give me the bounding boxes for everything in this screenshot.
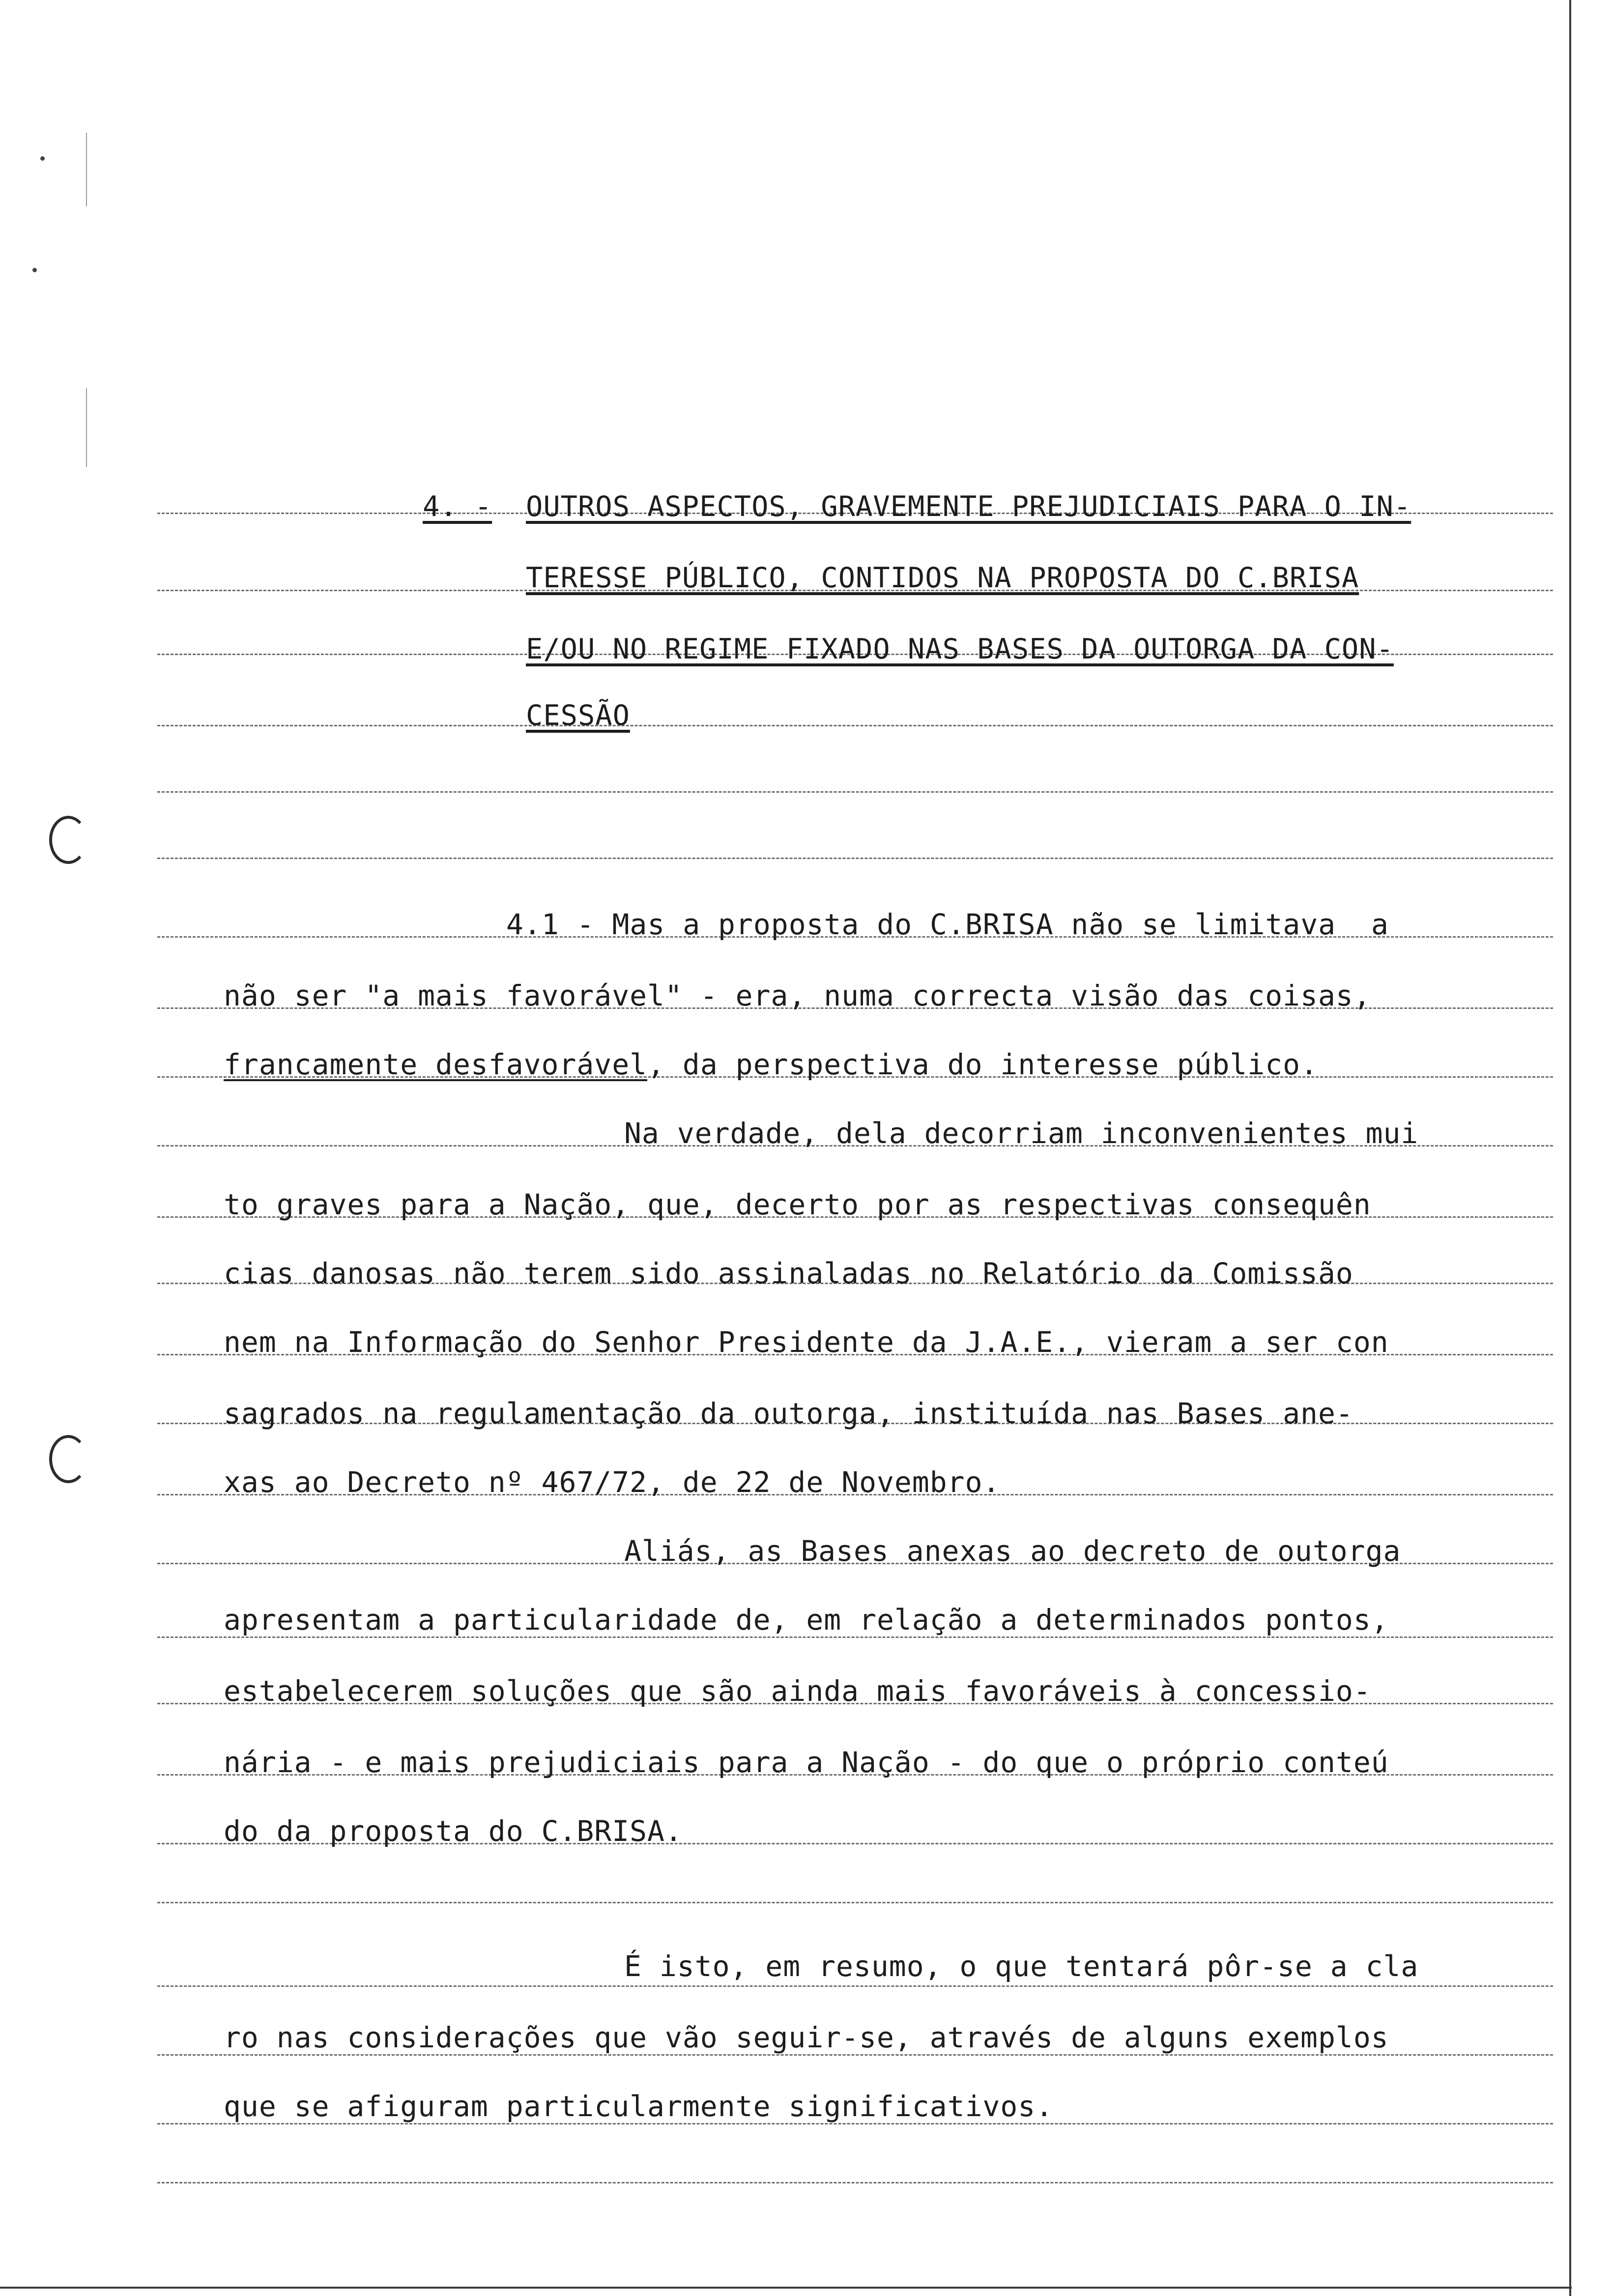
- paragraph-line: ro nas considerações que vão seguir-se, através de alguns exemplos: [224, 2021, 1389, 2054]
- bottom-margin-rule: [0, 2287, 1572, 2289]
- paragraph-line: estabelecerem soluções que são ainda mais favoráveis à concessio-: [224, 1674, 1371, 1708]
- paragraph-line: 4.1 - Mas a proposta do C.BRISA não se limitava a: [506, 908, 1389, 941]
- paragraph-line: to graves para a Nação, que, decerto por as respectivas consequên: [224, 1188, 1371, 1221]
- paragraph-line: nária - e mais prejudiciais para a Nação - do que o próprio conteú: [224, 1746, 1389, 1779]
- paragraph-line: Aliás, as Bases anexas ao decreto de outorga: [624, 1534, 1401, 1568]
- paragraph-line: apresentam a particularidade de, em relação a determinados pontos,: [224, 1603, 1389, 1636]
- binder-hole-lower: [49, 1435, 87, 1483]
- form-line: [157, 1985, 1553, 1987]
- paragraph-line: Na verdade, dela decorriam inconvenientes mui: [624, 1117, 1419, 1150]
- margin-tick: [86, 388, 87, 467]
- speck: [40, 156, 45, 161]
- right-margin-rule: [1569, 0, 1571, 2296]
- speck: [32, 268, 37, 272]
- paragraph-line: sagrados na regulamentação da outorga, instituída nas Bases ane-: [224, 1397, 1353, 1430]
- heading-line-2: TERESSE PÚBLICO, CONTIDOS NA PROPOSTA DO C.BRISA: [526, 562, 1359, 594]
- heading-line-3: E/OU NO REGIME FIXADO NAS BASES DA OUTORGA DA CON-: [526, 633, 1394, 665]
- paragraph-line: que se afiguram particularmente significativos.: [224, 2090, 1054, 2123]
- paragraph-line: cias danosas não terem sido assinaladas no Relatório da Comissão: [224, 1257, 1353, 1290]
- paragraph-line: nem na Informação do Senhor Presidente da J.A.E., vieram a ser con: [224, 1325, 1389, 1359]
- paragraph-line: É isto, em resumo, o que tentará pôr-se a cla: [624, 1950, 1419, 1983]
- paragraph-text: , da perspectiva do interesse público.: [647, 1048, 1318, 1081]
- form-line: [157, 725, 1553, 726]
- heading-line-1: OUTROS ASPECTOS, GRAVEMENTE PREJUDICIAIS PARA O IN-: [526, 490, 1411, 523]
- paragraph-line: não ser "a mais favorável" - era, numa correcta visão das coisas,: [224, 979, 1371, 1012]
- paragraph-line: xas ao Decreto nº 467/72, de 22 de Novembro.: [224, 1465, 1001, 1499]
- heading-line-4: CESSÃO: [526, 699, 630, 732]
- form-line: [157, 1902, 1553, 1903]
- form-line: [157, 791, 1553, 793]
- binder-hole-upper: [49, 816, 87, 864]
- margin-tick: [86, 133, 87, 206]
- form-line: [157, 858, 1553, 859]
- heading-number: 4. -: [423, 490, 492, 523]
- paragraph-line: do da proposta do C.BRISA.: [224, 1814, 683, 1848]
- paragraph-line: [224, 1047, 1318, 1082]
- emphasis-underlined: francamente desfavorável: [224, 1048, 648, 1081]
- form-line: [157, 2182, 1553, 2183]
